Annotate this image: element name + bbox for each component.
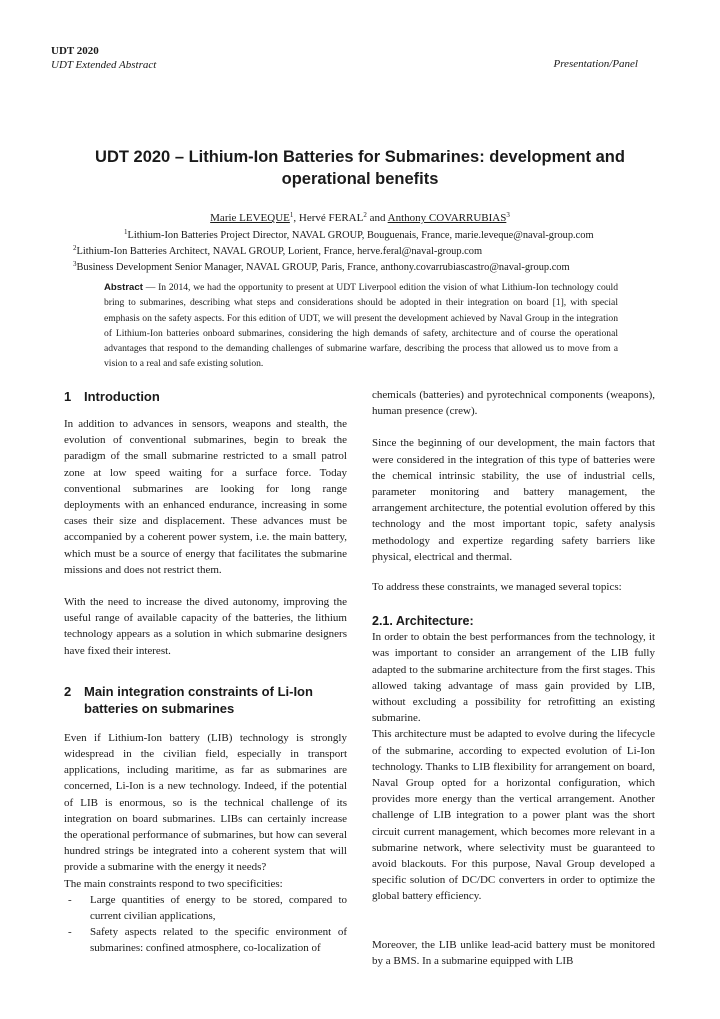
title-line-1: UDT 2020 – Lithium-Ion Batteries for Submarines: development and: [95, 148, 625, 166]
paragraph: The main constraints respond to two specificities:: [64, 877, 283, 890]
title-line-2: operational benefits: [281, 170, 439, 188]
abstract-label: Abstract: [104, 282, 143, 293]
author-3: Anthony COVARRUBIAS: [387, 212, 507, 224]
author-2: Hervé FERAL: [298, 212, 364, 224]
paragraph: With the need to increase the dived autonomy, improving the useful range of available capacity of the batteries, the lithium technology appears as a solution in which submarine designers have fixed their interest.: [64, 596, 347, 657]
affiliation-3: $^3$Business Development Senior Manager, NAVAL GROUP, Paris, France, anthony.covarrubiascastro@naval-group.com: [73, 260, 570, 273]
paragraph: Even if Lithium-Ion battery (LIB) technology is strongly widespread in the civilian field, especially in transport applications, including maritime, as far as submarines are concerned, Li-Ion is a new technology. Indeed, if the potential of LIB is enormous, so is the technical challenge of its integration on board submarines. LIBs can certainly increase the operational performance of submarines, but how can several hundred strings be integrated into a coherent system that will provide a submarine with the energy it needs?: [64, 731, 347, 874]
document-type: UDT Extended Abstract: [51, 59, 157, 71]
section-2-heading: 2 Main integration constraints of Li-Ion batteries on submarines: [64, 683, 313, 716]
abstract: Abstract — In 2014, we had the opportunity to present at UDT Liverpool edition the vision of what Lithium-Ion technology could bring to submarines, describing what steps and considerations should be adopted in their integration on board [1], with special emphasis on the safety aspects. For this edition of UDT, we will present the development achieved by Naval Group in the integration of Lithium-Ion batteries onboard submarines, considering the high demands of safety, architecture and of course the operational advantages that respond to the demanding challenges of submarine warfare, describing the process that allowed us to move from a vision to a real and safe existing solution.: [104, 282, 618, 370]
paragraph: In addition to advances in sensors, weapons and stealth, the evolution of conventional submarines, begin to break the paradigm of the small submarine restricted to a small patrol zone at low speed waiting for a surface force. Today conventional submarines are looking for long range deployments with an enhanced endurance, increasing in some cases their size and displacement. These advances must be accompanied by a coherent power system, i.e. the main battery, which must be a source of energy that facilitates the submarine missions and does not restrict them.: [64, 418, 347, 576]
subsection-heading: 2.1. Architecture:: [372, 614, 474, 629]
paragraph: This architecture must be adapted to evolve during the lifecycle of the submarine, according to expected evolution of Li-Ion technology. Thanks to LIB flexibility for arrangement on board, Naval Group opted for a horizontal configuration, which provides more energy than the vertical arrangement. Another challenge of LIB integration to a power plant was the short circuit current management, which becomes more relevant in a submarine network, where selectivity must be guaranteed to avoid blackouts. For this purpose, Naval Group developed a specific solution of DC/DC converters in order to optimize the global battery efficiency.: [372, 728, 655, 903]
author-1: Marie LEVEQUE: [210, 212, 290, 224]
paragraph: To address these constraints, we managed several topics:: [372, 581, 622, 594]
document-category: Presentation/Panel: [553, 58, 638, 70]
conference-name: UDT 2020: [51, 45, 99, 57]
affiliation-2: $^2$Lithium-Ion Batteries Architect, NAVAL GROUP, Lorient, France, herve.feral@naval-group.com: [73, 244, 483, 257]
section-1-heading: 1 Introduction: [64, 389, 160, 404]
running-header: [51, 44, 156, 72]
right-column: [372, 387, 655, 969]
list-item: - Large quantities of energy to be stored, compared to current civilian applications,: [68, 893, 347, 923]
paper-title: [64, 146, 656, 190]
affiliation-1: $^1$Lithium-Ion Batteries Project Director, NAVAL GROUP, Bouguenais, France, marie.leveque@naval-group.com: [124, 228, 594, 241]
paragraph: chemicals (batteries) and pyrotechnical components (weapons), human presence (crew).: [372, 389, 655, 418]
paragraph: In order to obtain the best performances from the technology, it was important to consider an arrangement of the LIB fully adapted to the submarine architecture from the first stages. This allowed taking advantage of mass gain provided by LIB, without excluding a possibility for retrofitting an existing submarine.: [372, 631, 655, 725]
abstract-text: In 2014, we had the opportunity to present at UDT Liverpool edition the vision of what Lithium-Ion technology could bring to submarines, describing what steps and considerations should be adopted in their integration on board [1], with special emphasis on the safety aspects. For this edition of UDT, we will present the development achieved by Naval Group in the integration of Lithium-Ion batteries onboard submarines, considering the high demands of safety, architecture and of course the operational advantages that respond to the demanding challenges of submarine warfare, describing the process that allowed us to move from a vision to a real and safe existing solution.: [104, 282, 618, 370]
author-list: Marie LEVEQUE$^1$, Hervé FERAL$^2$ and Anthony COVARRUBIAS$^3$: [210, 211, 510, 224]
list-item: - Safety aspects related to the specific environment of submarines: confined atmosphere, co-localization of: [68, 926, 347, 955]
paragraph: Moreover, the LIB unlike lead-acid battery must be monitored by a BMS. In a submarine equipped with LIB: [372, 938, 655, 967]
paragraph: Since the beginning of our development, the main factors that were considered in the integration of this type of batteries were the chemical intrinsic stability, the use of industrial cells, parameter monitoring and battery management, the arrangement architecture, the potential evolution offered by this technology and the most important topic, safety analysis methodology and expertize regarding safety barriers like physical, electrical and thermal.: [372, 437, 655, 563]
left-column: [64, 388, 347, 957]
